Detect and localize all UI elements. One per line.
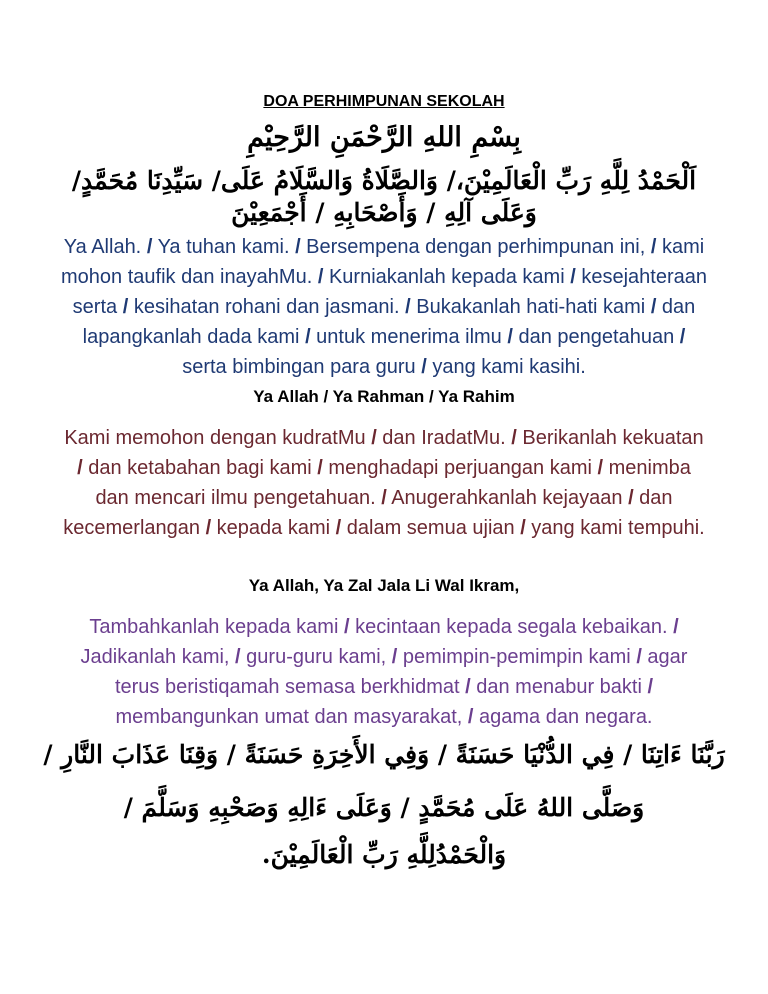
prayer-text-segment: yang kami kasihi.: [426, 356, 586, 378]
prayer-text-segment: dalam semua ujian: [341, 517, 521, 539]
prayer-paragraph-2: [60, 423, 708, 543]
separator-slash: /: [391, 646, 398, 668]
separator-slash: /: [673, 616, 679, 638]
prayer-text-segment: dan pengetahuan: [512, 326, 680, 348]
prayer-text-segment: Jadikanlah kami,: [80, 646, 236, 668]
prayer-text-segment: Berikanlah kekuatan: [516, 427, 704, 449]
prayer-text-segment: kesihatan rohani dan jasmani.: [128, 296, 406, 318]
prayer-text-segment: Bersempena dengan perhimpunan ini,: [300, 236, 651, 258]
prayer-text-segment: dan lapangkanlah dada kami: [82, 296, 696, 348]
prayer-text-segment: agama dan negara.: [473, 706, 653, 728]
prayer-text-segment: guru-guru kami,: [240, 646, 392, 668]
prayer-text-segment: pemimpin-pemimpin kami: [397, 646, 637, 668]
document-title: DOA PERHIMPUNAN SEKOLAH: [263, 93, 505, 110]
separator-slash: /: [636, 646, 642, 668]
prayer-text-segment: dan kecemerlangan: [63, 487, 673, 539]
separator-slash: /: [597, 457, 604, 479]
prayer-text-segment: Kami memohon dengan kudratMu: [64, 427, 372, 449]
prayer-text-segment: Ya Allah.: [63, 236, 147, 258]
separator-slash: /: [650, 296, 657, 318]
prayer-text-segment: Tambahkanlah kepada kami: [89, 616, 344, 638]
prayer-text-segment: menghadapi perjuangan kami: [322, 457, 598, 479]
separator-slash: /: [421, 356, 427, 378]
prayer-paragraph-3: [60, 612, 708, 732]
prayer-text-segment: Kurniakanlah kepada kami: [323, 266, 571, 288]
prayer-paragraph-1: [60, 232, 708, 382]
separator-slash: /: [371, 427, 377, 449]
separator-slash: /: [77, 457, 83, 479]
prayer-text-segment: kesejahteraan serta: [72, 266, 707, 318]
separator-slash: /: [570, 266, 576, 288]
prayer-text-segment: Bukakanlah hati-hati kami: [410, 296, 651, 318]
arabic-opening-line: اَلْحَمْدُ لِلَّهِ رَبِّ الْعَالَمِيْنَ،/ وَالصَّلَاةُ وَالسَّلَامُ عَلَى/ سَيِّدِنَا مُحَمَّدٍ/: [71, 166, 697, 195]
prayer-text-segment: menimba dan mencari ilmu pengetahuan.: [95, 457, 691, 509]
separator-slash: /: [235, 646, 241, 668]
prayer-text-segment: dan ketabahan bagi kami: [82, 457, 318, 479]
heading-zal-jala: Ya Allah, Ya Zal Jala Li Wal Ikram,: [248, 576, 520, 595]
separator-slash: /: [381, 487, 387, 509]
arabic-basmala: بِسْمِ اللهِ الرَّحْمَنِ الرَّحِيْمِ: [247, 122, 521, 153]
separator-slash: /: [511, 427, 517, 449]
prayer-text-segment: agar terus beristiqamah semasa berkhidmat: [114, 646, 688, 698]
separator-slash: /: [679, 326, 686, 348]
arabic-opening-line-2: وَعَلَى آلِهِ / وَأَصْحَابِهِ / أَجْمَعِيْنَ: [231, 198, 537, 227]
separator-slash: /: [520, 517, 526, 539]
separator-slash: /: [465, 676, 471, 698]
prayer-text-segment: Anugerahkanlah kejayaan: [386, 487, 629, 509]
prayer-text-segment: serta bimbingan para guru: [182, 356, 422, 378]
prayer-text-segment: dan IradatMu.: [376, 427, 512, 449]
separator-slash: /: [317, 457, 323, 479]
arabic-salawat: وَصَلَّى اللهُ عَلَى مُحَمَّدٍ / وَعَلَى ءَالِهِ وَصَحْبِهِ وَسَلَّمَ /: [123, 793, 645, 822]
separator-slash: /: [647, 676, 654, 698]
separator-slash: /: [295, 236, 301, 258]
arabic-closing-hamd: وَالْحَمْدُلِلَّهِ رَبِّ الْعَالَمِيْنَ.: [261, 840, 507, 869]
separator-slash: /: [335, 517, 342, 539]
arabic-rabbana: رَبَّنَا ءَاتِنَا / فِي الدُّنْيَا حَسَنَةً / وَفِي الأَخِرَةِ حَسَنَةً / وَقِنَا عَذَابَ النَّارِ /: [43, 740, 725, 769]
heading-ya-rahman: Ya Allah / Ya Rahman / Ya Rahim: [253, 387, 515, 406]
separator-slash: /: [146, 236, 153, 258]
separator-slash: /: [305, 326, 311, 348]
prayer-text-segment: untuk menerima ilmu: [310, 326, 508, 348]
separator-slash: /: [628, 487, 634, 509]
separator-slash: /: [650, 236, 657, 258]
prayer-text-segment: kami mohon taufik dan inayahMu.: [61, 236, 705, 288]
separator-slash: /: [343, 616, 350, 638]
prayer-text-segment: kepada kami: [211, 517, 336, 539]
separator-slash: /: [205, 517, 212, 539]
separator-slash: /: [507, 326, 513, 348]
separator-slash: /: [317, 266, 324, 288]
prayer-text-segment: yang kami tempuhi.: [525, 517, 705, 539]
separator-slash: /: [405, 296, 411, 318]
prayer-text-segment: dan menabur bakti: [470, 676, 648, 698]
prayer-text-segment: kecintaan kepada segala kebaikan.: [349, 616, 674, 638]
separator-slash: /: [467, 706, 474, 728]
separator-slash: /: [122, 296, 129, 318]
prayer-text-segment: membangunkan umat dan masyarakat,: [115, 706, 468, 728]
prayer-text-segment: Ya tuhan kami.: [152, 236, 296, 258]
